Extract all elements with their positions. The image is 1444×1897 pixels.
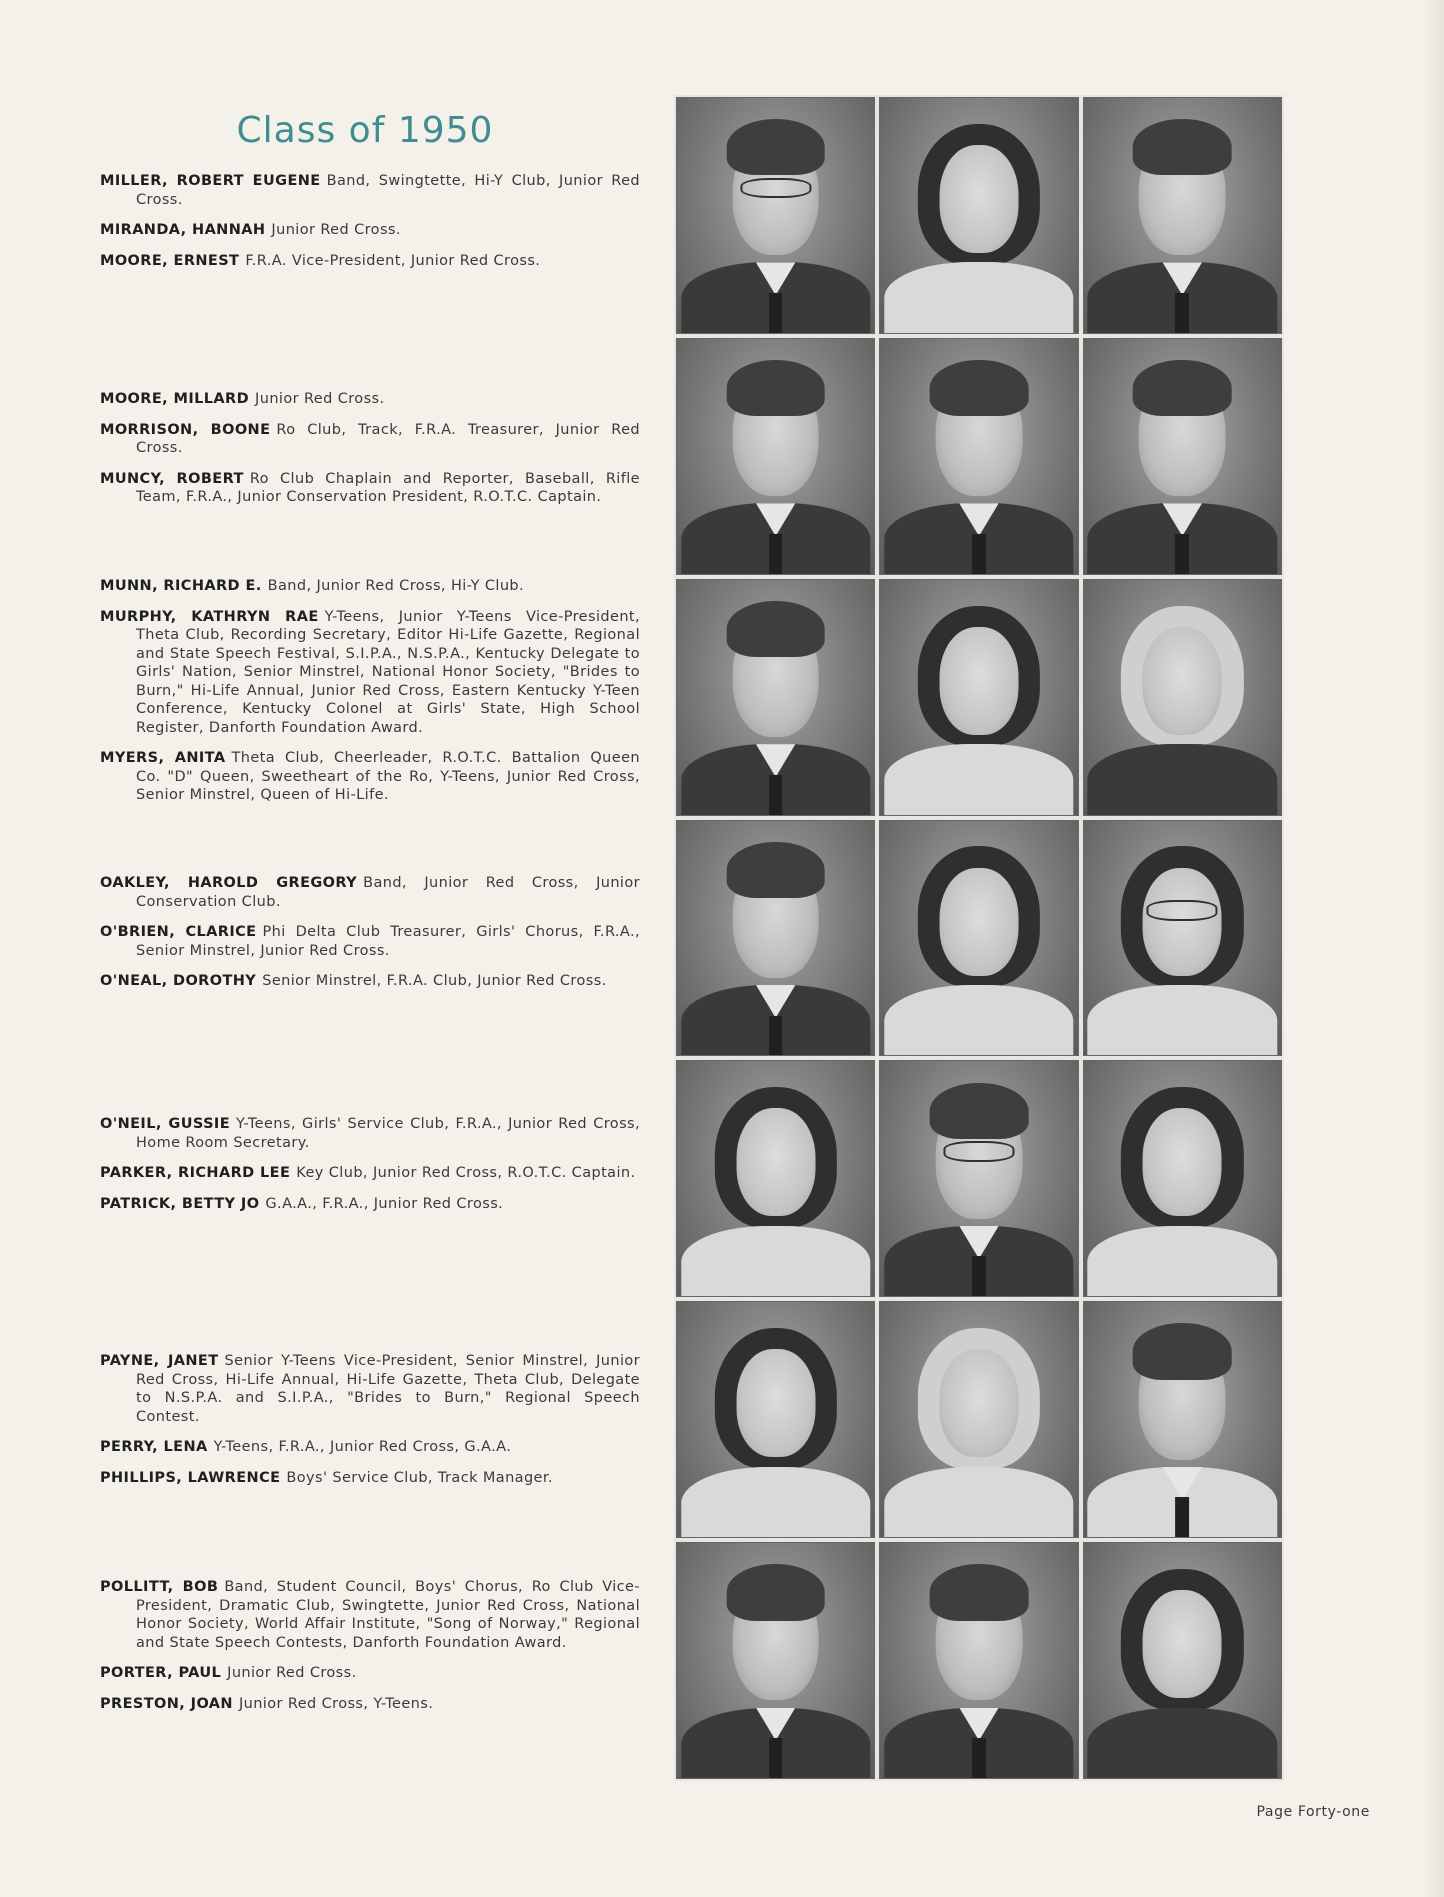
student-activities: Ro Club, Track, F.R.A. Treasurer, Junior Red Cross. (136, 421, 640, 456)
student-activities: Boys' Service Club, Track Manager. (286, 1469, 553, 1486)
student-activities: Key Club, Junior Red Cross, R.O.T.C. Captain. (296, 1165, 636, 1181)
student-entry (100, 1695, 640, 1714)
student-name: PRESTON, JOAN (100, 1695, 233, 1712)
student-name: MUNCY, ROBERT (100, 470, 244, 487)
student-name: MOORE, MILLARD (100, 391, 250, 407)
student-portrait (879, 579, 1078, 816)
student-portrait (879, 1301, 1078, 1538)
student-entry (100, 749, 640, 805)
student-activities: Junior Red Cross. (271, 222, 401, 238)
student-activities: Ro Club Chaplain and Reporter, Baseball, Rifle Team, F.R.A., Junior Conservation President, R.O.T.C. Captain. (136, 470, 640, 505)
student-name: PORTER, PAUL (100, 1665, 222, 1681)
student-entry (100, 577, 640, 596)
student-group (100, 390, 640, 519)
student-entry (100, 1664, 640, 1683)
student-name: MURPHY, KATHRYN RAE (100, 608, 319, 625)
student-activities: Band, Swingtette, Hi-Y Club, Junior Red Cross. (136, 173, 640, 208)
student-group (100, 577, 640, 817)
student-name: O'BRIEN, CLARICE (100, 924, 257, 940)
student-portrait (879, 820, 1078, 1057)
student-entry (100, 874, 640, 911)
student-entry (100, 390, 640, 409)
student-name: MUNN, RICHARD E. (100, 578, 262, 594)
student-entry (100, 172, 640, 209)
student-name: O'NEAL, DOROTHY (100, 973, 257, 989)
student-entry (100, 221, 640, 240)
student-portrait (1083, 1301, 1282, 1538)
student-activities: Junior Red Cross. (227, 1665, 357, 1681)
student-portrait (1083, 338, 1282, 575)
student-activities: Band, Junior Red Cross, Junior Conservation Club. (136, 875, 640, 910)
student-activities: Y-Teens, F.R.A., Junior Red Cross, G.A.A. (213, 1439, 512, 1455)
student-group (100, 874, 640, 1003)
portrait-grid (674, 95, 1284, 1781)
student-portrait (1083, 1060, 1282, 1297)
student-entry (100, 1115, 640, 1152)
student-entry (100, 421, 640, 458)
student-portrait (676, 1301, 875, 1538)
student-activities: Y-Teens, Junior Y-Teens Vice-President, Theta Club, Recording Secretary, Editor Hi-Life Gazette, Regional and State Speech Festival, S.I.P.A., N.S.P.A., Kentucky Delegate to Girls' Nation, Senior Minstrel, National Honor Society, "Brides to Burn," Hi-Life Annual, Junior Red Cross, Eastern Kentucky Y-Teen Conference, Kentucky Colonel at Girls' State, High School Register, Danforth Foundation Award. (136, 608, 641, 736)
student-activities: Theta Club, Cheerleader, R.O.T.C. Battalion Queen Co. "D" Queen, Sweetheart of the Ro, Y-Teens, Junior Red Cross, Senior Minstrel, Queen of Hi-Life. (136, 750, 640, 803)
student-portrait (1083, 97, 1282, 334)
student-name: MIRANDA, HANNAH (100, 222, 266, 238)
student-portrait (879, 1542, 1078, 1779)
student-portrait (1083, 820, 1282, 1057)
student-name: OAKLEY, HAROLD GREGORY (100, 875, 358, 891)
student-entry (100, 1469, 640, 1488)
student-portrait (879, 338, 1078, 575)
student-portrait (879, 97, 1078, 334)
student-activities: Band, Student Council, Boys' Chorus, Ro Club Vice-President, Dramatic Club, Swingtette, Junior Red Cross, National Honor Society, World Affair Institute, "Song of Norway," Regional and State Speech Contests, Danforth Foundation Award. (136, 1579, 641, 1651)
student-portrait (676, 579, 875, 816)
student-group (100, 172, 640, 282)
student-entry (100, 1438, 640, 1457)
student-entry (100, 470, 640, 507)
student-entry (100, 252, 640, 271)
student-group (100, 1578, 640, 1725)
student-activities: Phi Delta Club Treasurer, Girls' Chorus, F.R.A., Senior Minstrel, Junior Red Cross. (136, 924, 640, 959)
page-title: Class of 1950 (236, 110, 494, 152)
student-activities: Band, Junior Red Cross, Hi-Y Club. (267, 578, 525, 594)
student-name: PERRY, LENA (100, 1439, 208, 1455)
student-activities: G.A.A., F.R.A., Junior Red Cross. (265, 1195, 504, 1212)
student-entry (100, 1164, 640, 1183)
student-group (100, 1352, 640, 1499)
student-entry (100, 1195, 640, 1214)
student-name: O'NEIL, GUSSIE (100, 1116, 231, 1132)
student-name: PATRICK, BETTY JO (100, 1195, 260, 1212)
student-name: PARKER, RICHARD LEE (100, 1165, 291, 1181)
student-activities: F.R.A. Vice-President, Junior Red Cross. (245, 252, 541, 269)
student-entry (100, 972, 640, 991)
student-activities: Senior Y-Teens Vice-President, Senior Minstrel, Junior Red Cross, Hi-Life Annual, Hi-Life Gazette, Theta Club, Delegate to N.S.P.A. and S.I.P.A., "Brides to Burn," Regional Speech Contest. (136, 1353, 640, 1425)
student-entry (100, 1578, 640, 1652)
student-portrait (676, 820, 875, 1057)
student-activities: Junior Red Cross, Y-Teens. (238, 1695, 434, 1712)
student-name: MOORE, ERNEST (100, 252, 240, 269)
student-portrait (676, 1542, 875, 1779)
student-name: POLLITT, BOB (100, 1579, 219, 1595)
student-portrait (676, 338, 875, 575)
student-entry (100, 923, 640, 960)
student-activities: Senior Minstrel, F.R.A. Club, Junior Red Cross. (262, 973, 607, 989)
page-number: Page Forty-one (1256, 1804, 1370, 1820)
student-entry (100, 1352, 640, 1426)
student-group (100, 1115, 640, 1225)
student-portrait (1083, 1542, 1282, 1779)
student-name: PAYNE, JANET (100, 1353, 219, 1369)
student-portrait (879, 1060, 1078, 1297)
student-name: MILLER, ROBERT EUGENE (100, 173, 321, 189)
student-name: MYERS, ANITA (100, 750, 226, 766)
student-entry (100, 608, 640, 738)
student-activities: Y-Teens, Girls' Service Club, F.R.A., Junior Red Cross, Home Room Secretary. (136, 1116, 640, 1151)
student-portrait (676, 97, 875, 334)
student-name: PHILLIPS, LAWRENCE (100, 1469, 281, 1486)
student-name: MORRISON, BOONE (100, 421, 271, 438)
student-portrait (676, 1060, 875, 1297)
student-activities: Junior Red Cross. (255, 391, 385, 407)
student-portrait (1083, 579, 1282, 816)
page-edge-shadow (1422, 0, 1444, 1897)
